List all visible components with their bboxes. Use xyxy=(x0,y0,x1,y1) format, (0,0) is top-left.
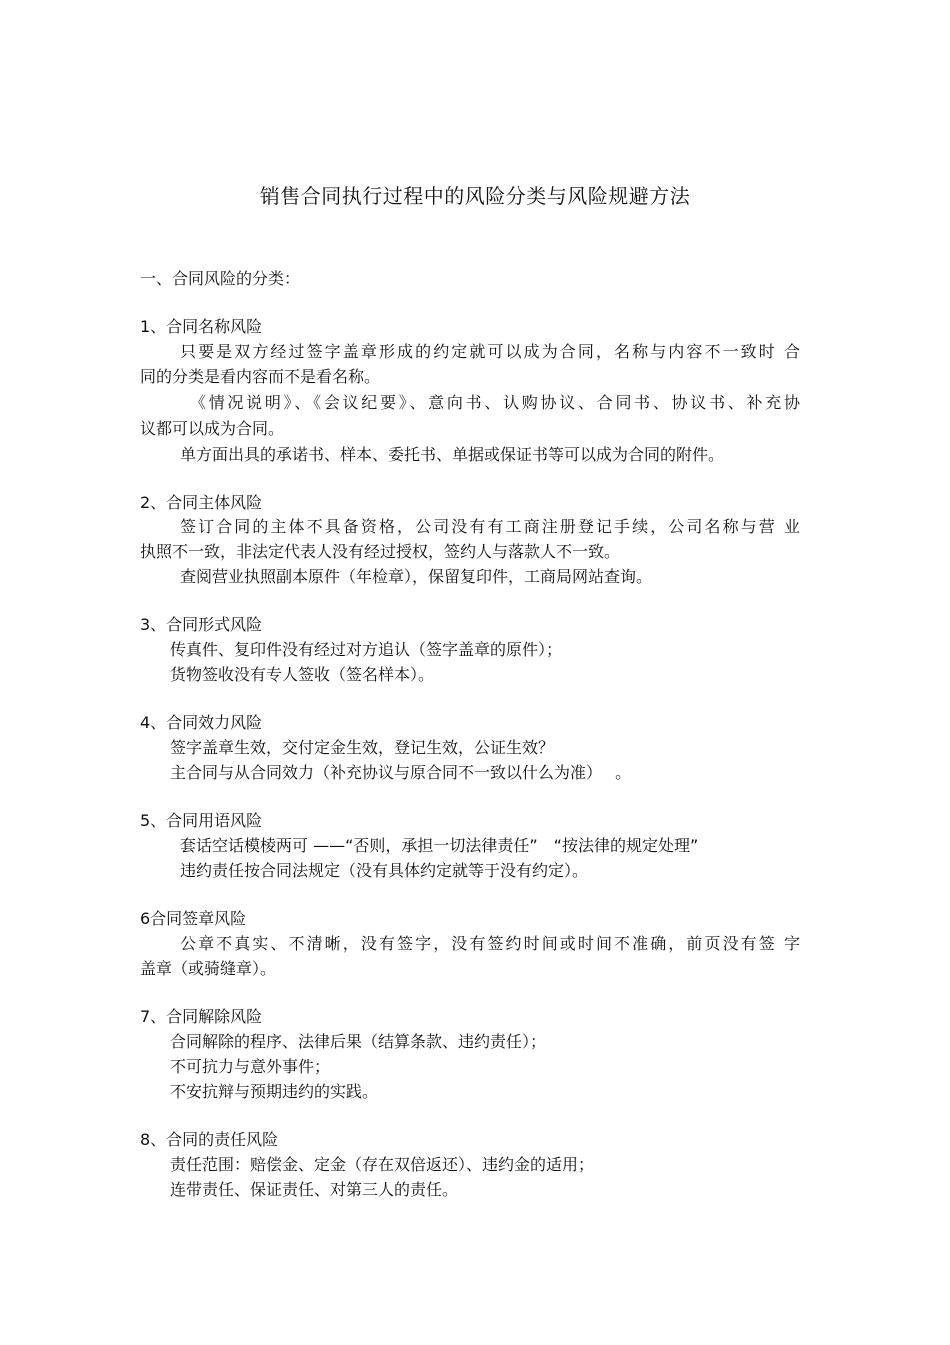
s3-p1: 传真件、复印件没有经过对方追认（签字盖章的原件）； xyxy=(170,640,563,659)
s7-p1: 合同解除的程序、法律后果（结算条款、违约责任）； xyxy=(170,1032,547,1051)
s5-heading: 5、合同用语风险 xyxy=(140,811,263,830)
s2-p1-line2: 执照不一致，非法定代表人没有经过授权，签约人与落款人不一致。 xyxy=(140,542,621,561)
s4-p1: 签字盖章生效，交付定金生效，登记生效，公证生效？ xyxy=(170,738,555,757)
s7-heading: 7、合同解除风险 xyxy=(140,1007,263,1026)
s1-p1-line1: 只要是双方经过签字盖章形成的约定就可以成为合同，名称与内容不一致时 合 xyxy=(180,342,800,361)
s1-p1-line2: 同的分类是看内容而不是看名称。 xyxy=(140,367,381,386)
s1-p3: 单方面出具的承诺书、样本、委托书、单据或保证书等可以成为合同的附件。 xyxy=(180,445,725,464)
s4-p2: 主合同与从合同效力（补充协议与原合同不一致以什么为准） 。 xyxy=(170,763,632,782)
section-heading: 一、合同风险的分类： xyxy=(140,269,301,288)
s6-p1-line2: 盖章（或骑缝章）。 xyxy=(140,959,277,978)
s7-p3: 不安抗辩与预期违约的实践。 xyxy=(170,1082,379,1101)
s2-p2: 查阅营业执照副本原件（年检章），保留复印件，工商局网站查询。 xyxy=(180,567,653,586)
s7-p2: 不可抗力与意外事件； xyxy=(170,1057,331,1076)
s6-heading: 6合同签章风险 xyxy=(140,909,247,928)
s2-p1-line1: 签订合同的主体不具备资格，公司没有有工商注册登记手续，公司名称与营 业 xyxy=(180,517,800,536)
s8-p1: 责任范围：赔偿金、定金（存在双倍返还）、违约金的适用； xyxy=(170,1155,595,1174)
s2-heading: 2、合同主体风险 xyxy=(140,493,263,512)
s1-p2-line1: 《情况说明》、《会议纪要》、意向书、认购协议、合同书、协议书、补充协 xyxy=(190,393,800,412)
s1-heading: 1、合同名称风险 xyxy=(140,317,263,336)
s3-p2: 货物签收没有专人签收（签名样本）。 xyxy=(170,665,435,684)
s8-heading: 8、合同的责任风险 xyxy=(140,1130,279,1149)
s4-heading: 4、合同效力风险 xyxy=(140,713,263,732)
s1-p2-line2: 议都可以成为合同。 xyxy=(140,419,285,438)
s6-p1-line1: 公章不真实、不清晰，没有签字，没有签约时间或时间不准确，前页没有签 字 xyxy=(180,934,800,953)
s5-p2: 违约责任按合同法规定（没有具体约定就等于没有约定）。 xyxy=(180,861,589,880)
s3-heading: 3、合同形式风险 xyxy=(140,615,263,634)
s8-p2: 连带责任、保证责任、对第三人的责任。 xyxy=(170,1180,459,1199)
s5-p1: 套话空话模棱两可 ——“否则，承担一切法律责任” “按法律的规定处理” xyxy=(180,836,699,855)
document-title: 销售合同执行过程中的风险分类与风险规避方法 xyxy=(259,184,691,208)
